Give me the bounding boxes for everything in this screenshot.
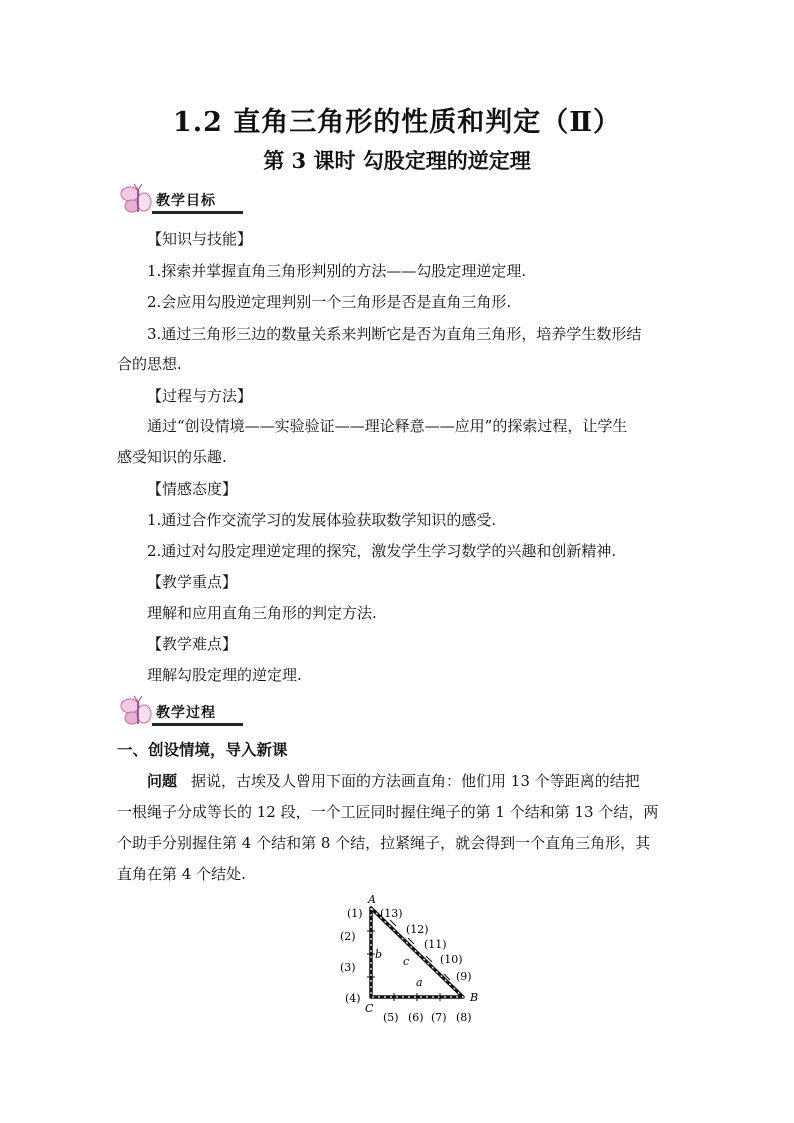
knot-11: (11) [424, 938, 447, 951]
problem-line-4: 直角在第 4 个结处. [117, 865, 246, 883]
knowledge-item-3a: 3.通过三角形三边的数量关系来判断它是否为直角三角形，培养学生数形结 [147, 325, 642, 343]
process-item-1b: 感受知识的乐趣. [117, 448, 227, 466]
problem-text-1: 据说，古埃及人曾用下面的方法画直角：他们用 13 个等距离的结把 [191, 772, 640, 790]
knowledge-item-2: 2.会应用勾股逆定理判别一个三角形是否是直角三角形. [147, 293, 512, 311]
butterfly-icon [118, 182, 154, 218]
side-b: b [375, 948, 383, 961]
knot-7: (7) [431, 1011, 447, 1024]
badge-underline [152, 723, 243, 726]
key-heading: 【教学重点】 [147, 573, 238, 591]
knot-6: (6) [408, 1011, 424, 1024]
knot-10: (10) [440, 953, 463, 966]
badge-label: 教学过程 [156, 705, 216, 721]
process-heading: 【过程与方法】 [147, 387, 253, 405]
difficulty-heading: 【教学难点】 [147, 635, 238, 653]
knot-4: (4) [345, 992, 361, 1005]
knowledge-item-1: 1.探索并掌握直角三角形判别的方法——勾股定理逆定理. [147, 262, 527, 280]
knowledge-item-3b: 合的思想. [117, 355, 182, 373]
vertex-a: A [368, 893, 376, 906]
knowledge-heading: 【知识与技能】 [147, 230, 253, 248]
knot-5: (5) [383, 1011, 399, 1024]
section-badge-process [118, 694, 243, 730]
emotion-item-2: 2.通过对勾股定理逆定理的探究，激发学生学习数学的兴趣和创新精神. [147, 542, 617, 560]
knot-3: (3) [340, 961, 356, 974]
vertex-b: B [470, 991, 479, 1004]
knot-8: (8) [456, 1011, 472, 1024]
badge-underline [152, 211, 243, 214]
rope-triangle-figure [330, 890, 490, 1030]
side-a: a [416, 976, 423, 989]
knot-9: (9) [456, 970, 472, 983]
vertex-c: C [365, 1002, 374, 1015]
process-item-1a: 通过“创设情境——实验验证——理论释意——应用”的探索过程，让学生 [147, 417, 628, 435]
section-badge-goals [118, 182, 243, 218]
badge-label: 教学目标 [156, 193, 216, 209]
difficulty-item-1: 理解勾股定理的逆定理. [147, 666, 302, 684]
knot-2: (2) [340, 930, 356, 943]
knot-1: (1) [347, 907, 363, 920]
page-subtitle: 第 3 课时 勾股定理的逆定理 [263, 148, 531, 173]
problem-line-3: 个助手分别握住第 4 个结和第 8 个结，拉紧绳子，就会得到一个直角三角形，其 [117, 834, 651, 852]
problem-label: 问题 [147, 772, 178, 790]
emotion-item-1: 1.通过合作交流学习的发展体验获取数学知识的感受. [147, 511, 497, 529]
section-heading-1: 一、创设情境，导入新课 [117, 740, 288, 759]
page-title: 1.2 直角三角形的性质和判定（Ⅱ） [172, 107, 622, 138]
knot-13: (13) [380, 907, 403, 920]
butterfly-icon [118, 694, 154, 730]
problem-line-1 [147, 770, 640, 791]
key-item-1: 理解和应用直角三角形的判定方法. [147, 604, 377, 622]
problem-line-2: 一根绳子分成等长的 12 段，一个工匠同时握住绳子的第 1 个结和第 13 个结，两 [117, 803, 659, 821]
emotion-heading: 【情感态度】 [147, 480, 238, 498]
side-c: c [403, 955, 410, 968]
triangle-diagram [330, 890, 490, 1030]
knot-12: (12) [406, 923, 429, 936]
